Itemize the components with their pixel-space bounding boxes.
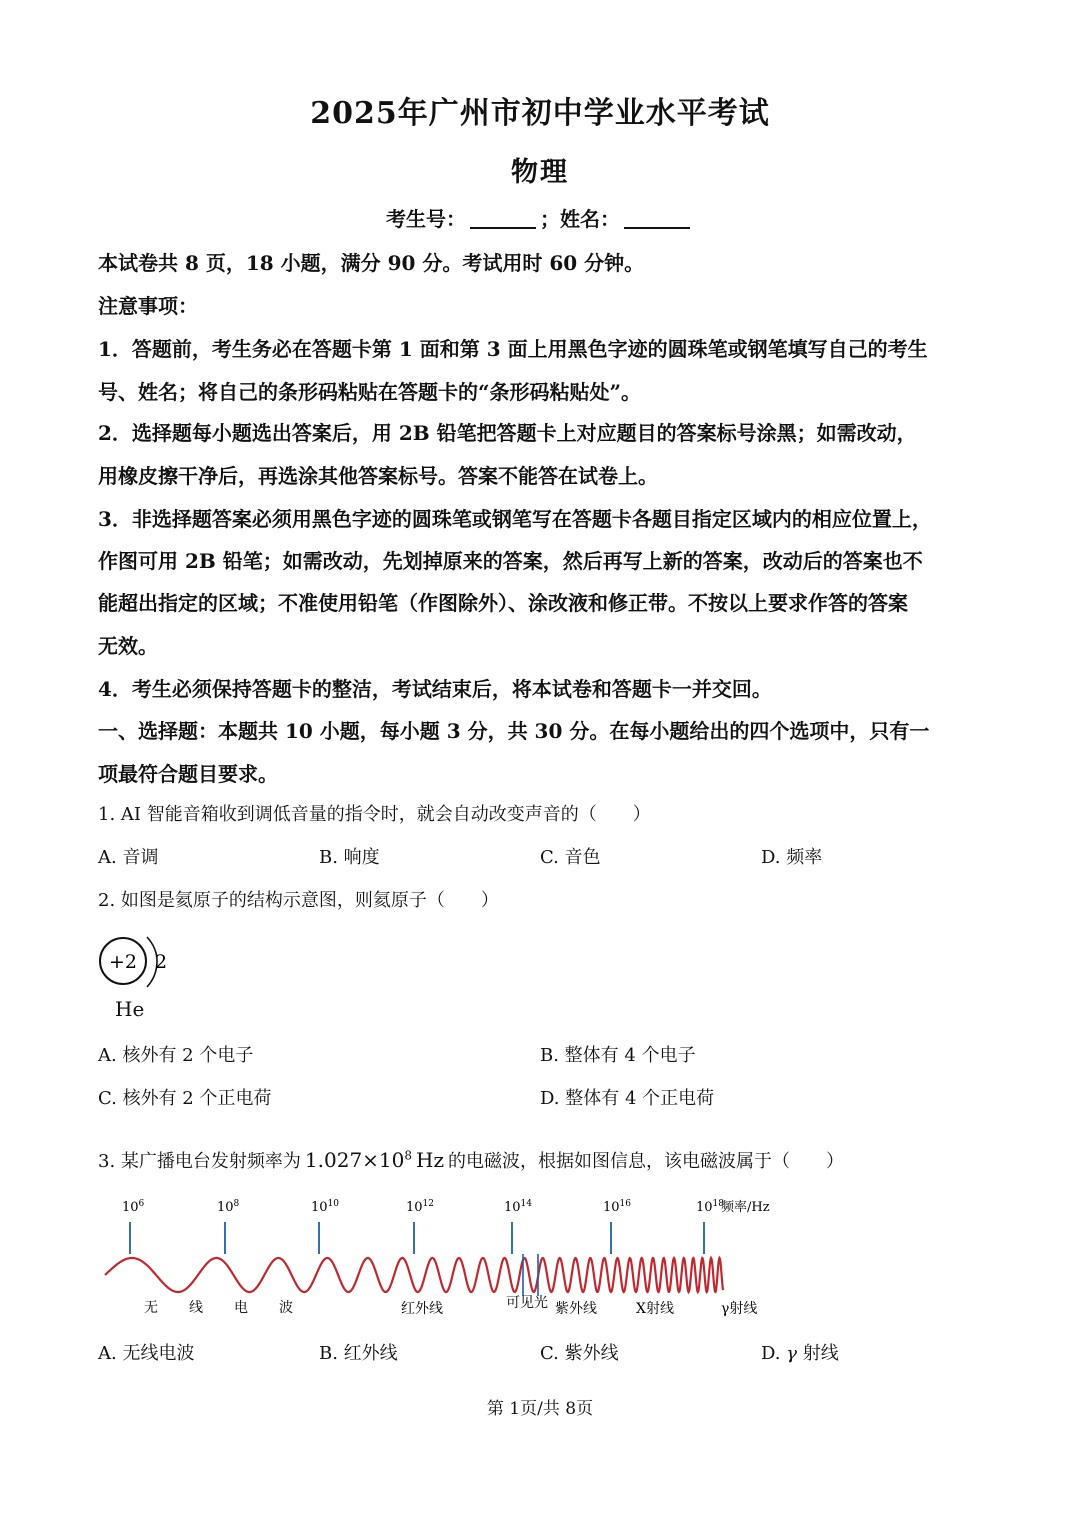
freq-exponent: 8 — [404, 1148, 413, 1163]
tick-label-3: $10^{12}$ — [406, 1199, 434, 1215]
q3-option-d[interactable] — [761, 1339, 839, 1365]
page-title: 2025年广州市初中学业水平考试 — [310, 96, 770, 131]
question-3-stem — [98, 1147, 844, 1173]
q3-option-c[interactable]: C. 紫外线 — [540, 1343, 619, 1364]
band-radio-char-2: 线 — [189, 1300, 203, 1316]
q3-option-d-text: 射线 — [797, 1343, 839, 1364]
q1-option-d[interactable]: D. 频率 — [761, 847, 823, 868]
name-blank — [624, 207, 690, 229]
tick-label-6: $10^{18}$ — [696, 1199, 724, 1215]
exam-info-line — [0, 203, 1080, 232]
frequency-ticks — [122, 1199, 724, 1254]
q1-option-a[interactable]: A. 音调 — [98, 847, 159, 868]
q1-option-b[interactable]: B. 响度 — [319, 847, 380, 868]
section-1-line-2: 项最符合题目要求。 — [98, 762, 278, 786]
question-1-stem: 1. AI 智能音箱收到调低音量的指令时，就会自动改变声音的（ ） — [98, 804, 651, 825]
notice-2-line-1: 2．选择题每小题选出答案后，用 2B 铅笔把答题卡上对应题目的答案标号涂黑；如需改动， — [98, 421, 917, 445]
band-infrared: 红外线 — [401, 1301, 443, 1317]
band-gamma-ray: γ射线 — [721, 1301, 758, 1317]
shell-electron-count: 2 — [155, 951, 168, 973]
q2-option-c[interactable]: C. 核外有 2 个正电荷 — [98, 1088, 272, 1109]
band-visible-light: 可见光 — [506, 1295, 548, 1311]
q1-option-c[interactable]: C. 音色 — [540, 847, 601, 868]
exam-no-label: 考生号： — [386, 207, 466, 231]
q3-stem-pre: 3. 某广播电台发射频率为 — [98, 1151, 301, 1172]
q3-option-b[interactable]: B. 红外线 — [319, 1343, 398, 1364]
q3-option-d-letter: D. — [761, 1343, 787, 1364]
q2-option-a[interactable]: A. 核外有 2 个电子 — [98, 1045, 254, 1066]
q3-stem-post: 的电磁波，根据如图信息，该电磁波属于（ ） — [448, 1151, 845, 1172]
section-1-line-1: 一、选择题：本题共 10 小题，每小题 3 分，共 30 分。在每小题给出的四个选项中，只有一 — [98, 719, 930, 743]
exam-no-blank — [470, 207, 536, 229]
element-symbol: He — [115, 997, 145, 1021]
notice-2-line-2: 用橡皮擦干净后，再选涂其他答案标号。答案不能答在试卷上。 — [98, 464, 658, 488]
em-wave-curve — [105, 1258, 723, 1292]
nucleus-charge: +2 — [108, 951, 138, 973]
notice-3-line-1: 3．非选择题答案必须用黑色字迹的圆珠笔或钢笔写在答题卡各题目指定区域内的相应位置上， — [98, 507, 932, 531]
freq-times: ×10 — [362, 1148, 405, 1172]
q3-frequency-value — [305, 1148, 444, 1172]
tick-label-0: $10^6$ — [122, 1199, 145, 1215]
notice-1-line-1: 1．答题前，考生务必在答题卡第 1 面和第 3 面上用黑色字迹的圆珠笔或钢笔填写自己的考生 — [98, 337, 928, 361]
notice-1-line-2: 号、姓名；将自己的条形码粘贴在答题卡的“条形码粘贴处”。 — [98, 380, 642, 404]
tick-label-4: $10^{14}$ — [504, 1199, 532, 1215]
freq-mantissa: 1.027 — [304, 1148, 363, 1172]
tick-label-1: $10^8$ — [217, 1199, 240, 1215]
frequency-axis-label: 频率/Hz — [721, 1200, 770, 1215]
band-x-ray: X射线 — [636, 1301, 674, 1317]
band-radio-char-1: 无 — [144, 1300, 158, 1316]
notice-4-line-1: 4．考生必须保持答题卡的整洁，考试结束后，将本试卷和答题卡一并交回。 — [98, 677, 772, 701]
em-spectrum-diagram — [100, 1192, 800, 1324]
q2-option-b[interactable]: B. 整体有 4 个电子 — [540, 1045, 696, 1066]
band-radio-char-4: 波 — [279, 1300, 293, 1316]
subject-title: 物理 — [511, 157, 569, 188]
q3-option-d-symbol: γ — [786, 1343, 797, 1364]
separator: ； — [540, 207, 560, 231]
q3-option-a[interactable]: A. 无线电波 — [98, 1343, 195, 1364]
helium-atom-diagram — [95, 930, 175, 992]
q2-option-d[interactable]: D. 整体有 4 个正电荷 — [540, 1088, 715, 1109]
notice-3-line-4: 无效。 — [98, 634, 158, 658]
freq-unit: Hz — [416, 1148, 445, 1172]
notice-3-line-3: 能超出指定的区域；不准使用铅笔（作图除外）、涂改液和修正带。不按以上要求作答的答案 — [98, 591, 908, 615]
tick-label-2: $10^{10}$ — [311, 1199, 339, 1215]
question-2-stem: 2. 如图是氦原子的结构示意图，则氦原子（ ） — [98, 890, 499, 911]
band-ultraviolet: 紫外线 — [555, 1301, 597, 1317]
notice-3-line-2: 作图可用 2B 铅笔；如需改动，先划掉原来的答案，然后再写上新的答案，改动后的答案也不 — [98, 549, 923, 573]
band-radio-char-3: 电 — [234, 1300, 248, 1316]
name-label: 姓名： — [560, 207, 620, 231]
tick-label-5: $10^{16}$ — [603, 1199, 631, 1215]
notice-heading: 注意事项： — [98, 294, 198, 318]
intro-line: 本试卷共 8 页，18 小题，满分 90 分。考试用时 60 分钟。 — [98, 251, 645, 275]
page-footer: 第 1页/共 8页 — [486, 1399, 594, 1419]
